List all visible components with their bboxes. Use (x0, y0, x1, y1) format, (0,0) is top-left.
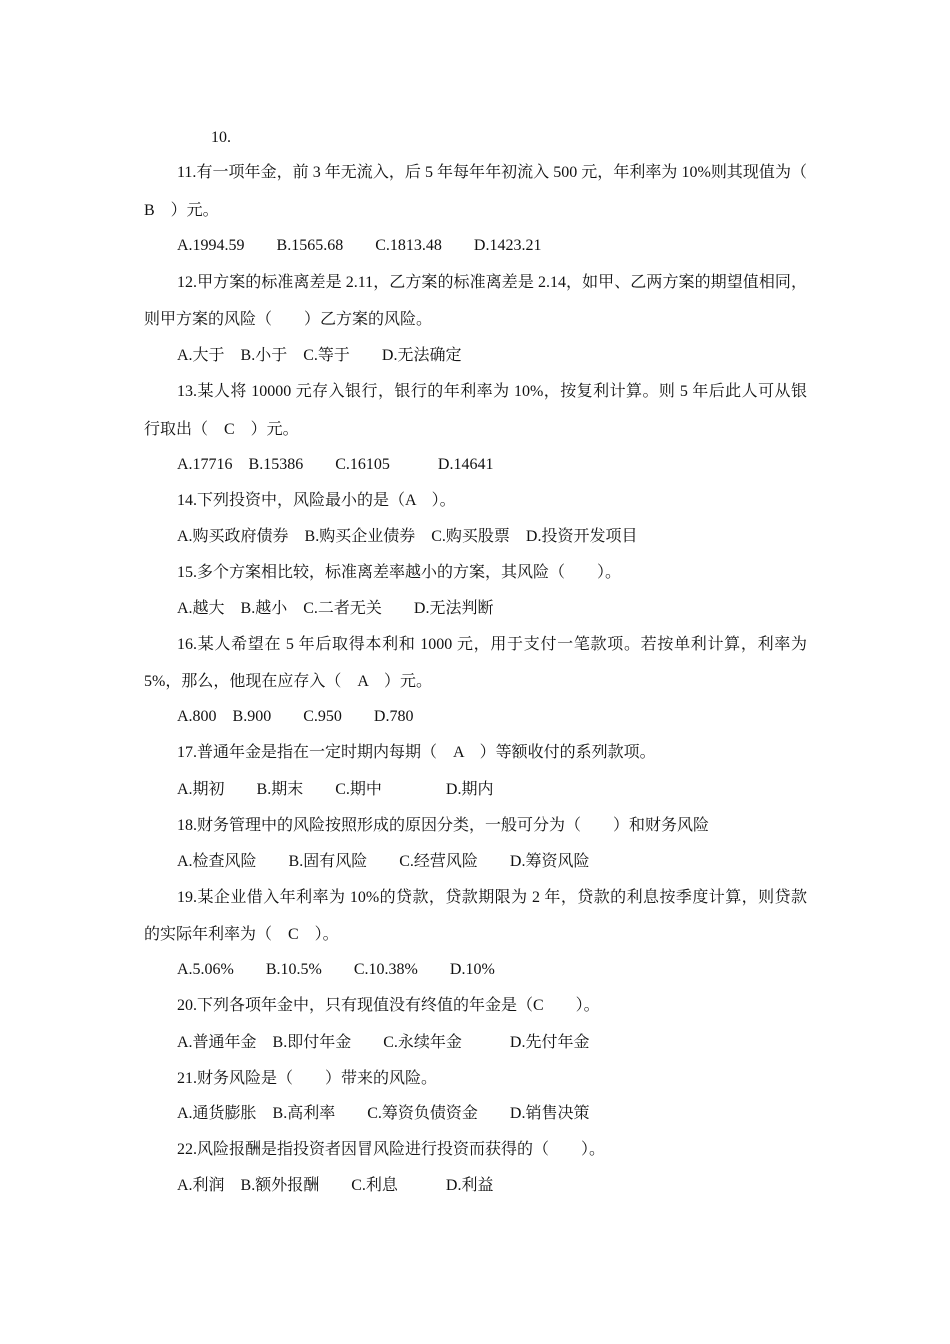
question-14-stem: 14.下列投资中，风险最小的是（A ）。 (177, 492, 456, 509)
question-20-stem: 20.下列各项年金中，只有现值没有终值的年金是（C ）。 (177, 997, 600, 1014)
question-20-options: A.普通年金 B.即付年金 C.永续年金 D.先付年金 (177, 1034, 590, 1051)
question-19-options: A.5.06% B.10.5% C.10.38% D.10% (177, 961, 495, 978)
question-19-stem: 19.某企业借入年利率为 10%的贷款，贷款期限为 2 年，贷款的利息按季度计算，则贷款 (177, 889, 807, 906)
question-17-stem: 17.普通年金是指在一定时期内每期（ A ）等额收付的系列款项。 (177, 744, 656, 761)
question-16-options: A.800 B.900 C.950 D.780 (177, 708, 414, 725)
question-16-stem-continued: 5%，那么，他现在应存入（ A ）元。 (144, 673, 433, 690)
question-12-stem: 12.甲方案的标准离差是 2.11，乙方案的标准离差是 2.14，如甲、乙两方案的期望值相同， (177, 274, 807, 291)
question-17-options: A.期初 B.期末 C.期中 D.期内 (177, 781, 494, 798)
question-18-stem: 18.财务管理中的风险按照形成的原因分类，一般可分为（ ）和财务风险 (177, 817, 710, 834)
question-13-options: A.17716 B.15386 C.16105 D.14641 (177, 456, 494, 473)
question-15-options: A.越大 B.越小 C.二者无关 D.无法判断 (177, 600, 494, 617)
question-15-stem: 15.多个方案相比较，标准离差率越小的方案，其风险（ ）。 (177, 564, 622, 581)
question-10-number: 10. (211, 129, 231, 146)
question-11-stem-continued: B ）元。 (144, 202, 219, 219)
question-14-options: A.购买政府债券 B.购买企业债券 C.购买股票 D.投资开发项目 (177, 528, 638, 545)
question-18-options: A.检查风险 B.固有风险 C.经营风险 D.筹资风险 (177, 853, 590, 870)
question-16-stem: 16.某人希望在 5 年后取得本利和 1000 元，用于支付一笔款项。若按单利计算，利率为 (177, 636, 807, 653)
question-19-stem-continued: 的实际年利率为（ C ）。 (144, 926, 339, 943)
question-21-stem: 21.财务风险是（ ）带来的风险。 (177, 1070, 438, 1087)
question-22-stem: 22.风险报酬是指投资者因冒风险进行投资而获得的（ ）。 (177, 1141, 606, 1158)
question-21-options: A.通货膨胀 B.高利率 C.筹资负债资金 D.销售决策 (177, 1105, 590, 1122)
question-11-options: A.1994.59 B.1565.68 C.1813.48 D.1423.21 (177, 237, 542, 254)
question-13-stem-continued: 行取出（ C ）元。 (144, 421, 299, 438)
question-13-stem: 13.某人将 10000 元存入银行，银行的年利率为 10%，按复利计算。则 5 年后此人可从银 (177, 383, 807, 400)
question-22-options: A.利润 B.额外报酬 C.利息 D.利益 (177, 1177, 494, 1194)
question-11-stem: 11.有一项年金，前 3 年无流入，后 5 年每年年初流入 500 元，年利率为 10%则其现值为（ (177, 164, 807, 181)
question-12-stem-continued: 则甲方案的风险（ ）乙方案的风险。 (144, 311, 433, 328)
question-12-options: A.大于 B.小于 C.等于 D.无法确定 (177, 347, 462, 364)
